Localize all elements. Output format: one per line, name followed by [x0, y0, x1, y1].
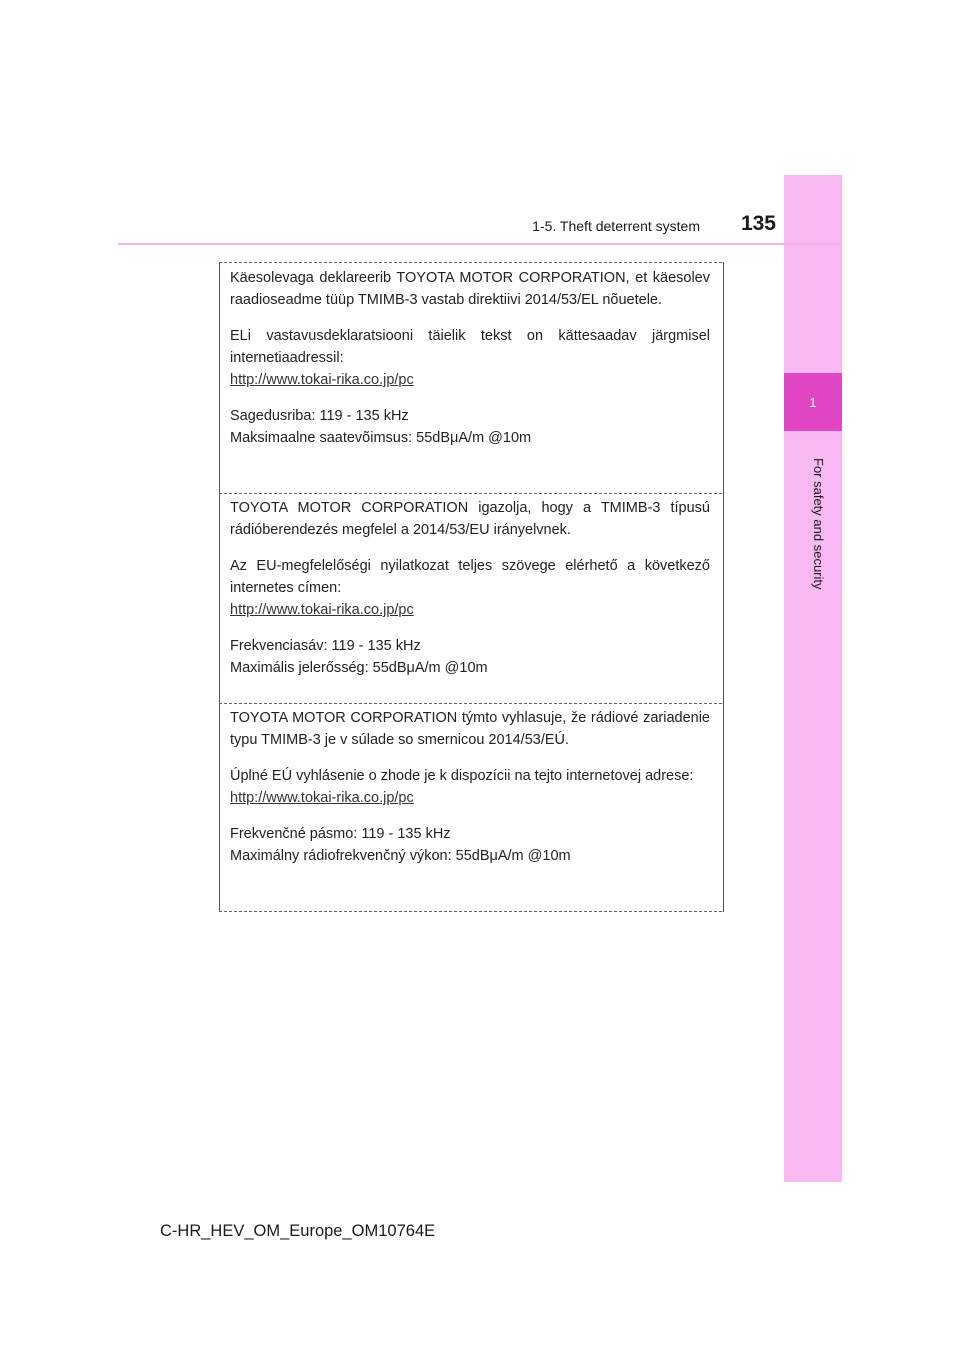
declarations-bottom-border [219, 911, 722, 912]
declaration-url-link[interactable]: http://www.tokai-rika.co.jp/pc [230, 602, 414, 618]
frequency-band: Sagedusriba: 119 - 135 kHz [230, 408, 409, 424]
declaration-statement: TOYOTA MOTOR CORPORATION igazolja, hogy a TMIMB-3 típusú rádióberendezés megfelel a 2014/53/EU irányelvnek. [230, 500, 710, 538]
declaration-divider [219, 493, 722, 494]
max-power: Maximálny rádiofrekvenčný výkon: 55dBμA/m @10m [230, 848, 571, 864]
declaration-statement: TOYOTA MOTOR CORPORATION týmto vyhlasuje, že rádiové zariadenie typu TMIMB-3 je v súlade so smernicou 2014/53/EÚ. [230, 710, 710, 748]
declaration-divider [219, 703, 722, 704]
declaration-statement: Käesolevaga deklareerib TOYOTA MOTOR CORPORATION, et käesolev raadioseadme tüüp TMIMB-3 vastab direktiivi 2014/53/EL nõuetele. [230, 270, 710, 308]
declaration-estonian [230, 267, 710, 449]
declaration-info: Az EU-megfelelőségi nyilatkozat teljes szövege elérhető a következő internetes címen: [230, 558, 710, 596]
declaration-hungarian [230, 497, 710, 679]
frequency-band: Frekvenciasáv: 119 - 135 kHz [230, 638, 421, 654]
frequency-band: Frekvenčné pásmo: 119 - 135 kHz [230, 826, 451, 842]
chapter-side-tab [784, 175, 842, 1182]
chapter-number-tab[interactable]: 1 [784, 373, 842, 431]
header-divider [118, 243, 842, 245]
declaration-url-link[interactable]: http://www.tokai-rika.co.jp/pc [230, 790, 414, 806]
max-power: Maksimaalne saatevõimsus: 55dBμA/m @10m [230, 430, 532, 446]
manual-id-footer: C-HR_HEV_OM_Europe_OM10764E [160, 1222, 436, 1240]
declaration-info: Úplné EÚ vyhlásenie o zhode je k dispozícii na tejto internetovej adrese: [230, 768, 694, 784]
chapter-title: For safety and security [811, 458, 826, 590]
declaration-slovak [230, 707, 710, 867]
page-number: 135 [740, 212, 776, 235]
max-power: Maximális jelerősség: 55dBμA/m @10m [230, 660, 488, 676]
section-title: 1-5. Theft deterrent system [532, 218, 700, 234]
declarations-top-border [219, 262, 722, 263]
declaration-url-link[interactable]: http://www.tokai-rika.co.jp/pc [230, 372, 414, 388]
declaration-info: ELi vastavusdeklaratsiooni täielik tekst on kättesaadav järgmisel internetiaadressil: [230, 328, 710, 366]
